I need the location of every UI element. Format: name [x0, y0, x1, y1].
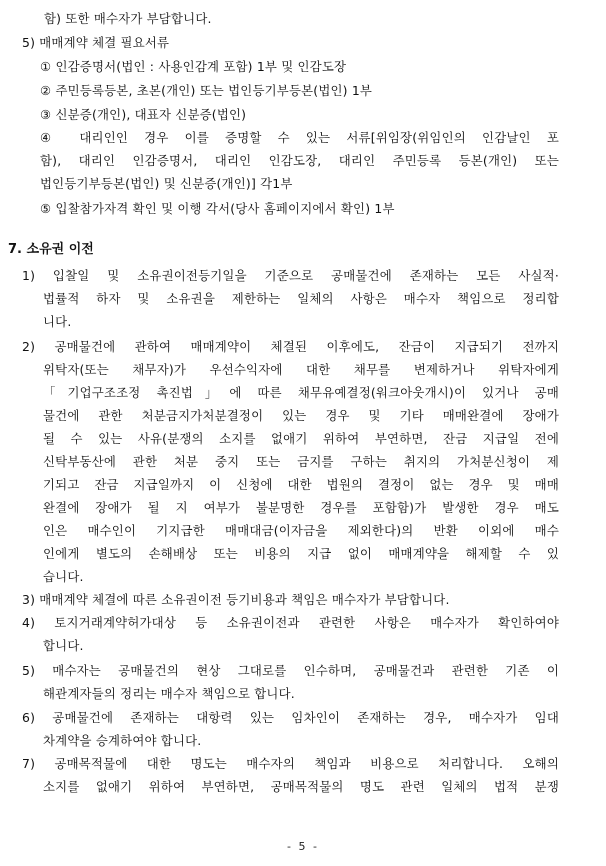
item-5-contract-documents: 5) 매매계약 체결 필요서류 [22, 35, 170, 50]
doc-1-seal-certificate: ① 인감증명서(법인 : 사용인감계 포함) 1부 및 인감도장 [40, 59, 347, 74]
item-4-line-1: 4) 토지거래계약허가대상 등 소유권이전과 관련한 사항은 매수자가 확인하여야 [22, 615, 559, 630]
item-2-line-8: 완결에 장애가 될 지 여부가 불분명한 경우를 포함함)가 발생한 경우 매도 [43, 500, 559, 515]
doc-4-agent-documents-end: 법인등기부등본(법인) 및 신분증(개인)] 각1부 [40, 176, 293, 191]
item-2-line-11: 습니다. [43, 569, 84, 584]
item-2-line-7: 기되고 잔금 지급일까지 이 신청에 대한 법원의 결정이 없는 경우 및 매매 [43, 477, 559, 492]
item-3-registration-cost: 3) 매매계약 체결에 따른 소유권이전 등기비용과 책임은 매수자가 부담합니다. [22, 592, 450, 607]
item-1-line-3: 니다. [43, 314, 72, 329]
item-5-line-2: 해관계자들의 정리는 매수자 책임으로 합니다. [43, 686, 295, 701]
item-7-line-1: 7) 공매목적물에 대한 명도는 매수자의 책임과 비용으로 처리합니다. 오해의 [22, 756, 559, 771]
item-2-line-5: 될 수 있는 사유(분쟁의 소지를 없애기 위하여 부연하면, 잔금 지급일 전에 [43, 431, 559, 446]
item-1-line-1: 1) 입찰일 및 소유권이전등기일을 기준으로 공매물건에 존재하는 모든 사실적· [22, 268, 559, 283]
item-2-line-9: 인은 매수인이 기지급한 매매대금(이자금을 제외한다)의 반환 이외에 매수 [43, 523, 559, 538]
item-2-line-6: 신탁부동산에 관한 처분 중지 또는 금지를 구하는 취지의 가처분신청이 제 [43, 454, 559, 469]
item-5-line-1: 5) 매수자는 공매물건의 현상 그대로를 인수하며, 공매물건과 관련한 기존 이 [22, 663, 559, 678]
page-number: - 5 - [287, 840, 319, 853]
doc-4-agent-documents-cont: 함), 대리인 인감증명서, 대리인 인감도장, 대리인 주민등록 등본(개인) 또는 [40, 153, 559, 168]
doc-5-bid-qualification: ⑤ 입찰참가자격 확인 및 이행 각서(당사 홈페이지에서 확인) 1부 [40, 201, 395, 216]
item-6-line-1: 6) 공매물건에 존재하는 대항력 있는 임차인이 존재하는 경우, 매수자가 임대 [22, 710, 559, 725]
item-2-line-1: 2) 공매물건에 관하여 매매계약이 체결된 이후에도, 잔금이 지급되기 전까지 [22, 339, 559, 354]
text-line-fee-continuation: 함) 또한 매수자가 부담합니다. [44, 11, 212, 26]
item-2-line-4: 물건에 관한 처분금지가처분결정이 있는 경우 및 기타 매매완결에 장애가 [43, 408, 559, 423]
item-4-line-2: 합니다. [43, 638, 84, 653]
item-7-line-2: 소지를 없애기 위하여 부연하면, 공매목적물의 명도 관련 일체의 법적 분쟁 [43, 779, 559, 794]
section-7-heading: 7. 소유권 이전 [8, 242, 94, 257]
doc-4-agent-documents: ④ 대리인인 경우 이를 증명할 수 있는 서류[위임장(위임인의 인감날인 포 [40, 130, 559, 145]
item-6-line-2: 차계약을 승계하여야 합니다. [43, 733, 202, 748]
item-2-line-10: 인에게 별도의 손해배상 또는 비용의 지급 없이 매매계약을 해제할 수 있 [43, 546, 559, 561]
item-1-line-2: 법률적 하자 및 소유권을 제한하는 일체의 사항은 매수자 책임으로 정리합 [43, 291, 559, 306]
doc-2-resident-registration: ② 주민등록등본, 초본(개인) 또는 법인등기부등본(법인) 1부 [40, 83, 373, 98]
item-2-line-3: 「기업구조조정 촉진법」에 따른 채무유예결정(워크아웃개시)이 있거나 공매 [43, 385, 559, 400]
doc-3-id-card: ③ 신분증(개인), 대표자 신분증(법인) [40, 107, 247, 122]
item-2-line-2: 위탁자(또는 채무자)가 우선수익자에 대한 채무를 변제하거나 위탁자에게 [43, 362, 559, 377]
